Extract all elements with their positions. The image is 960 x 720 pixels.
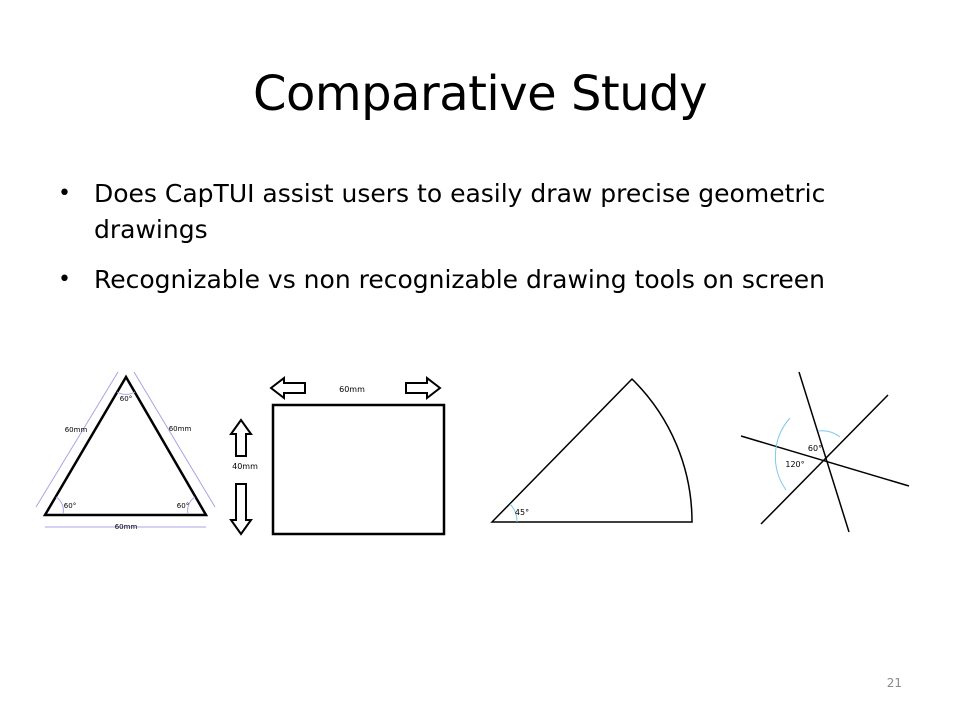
page-number: 21 [886, 676, 902, 690]
angle-arc [818, 431, 840, 437]
triangle-figure [36, 372, 215, 531]
lines-angle-large: 120° [785, 460, 805, 469]
arrow-left-icon [271, 378, 305, 398]
rectangle-height-label: 40mm [232, 462, 258, 471]
arrow-down-icon [231, 484, 251, 534]
bullet-text: Does CapTUI assist users to easily draw precise geometric drawings [94, 179, 826, 244]
rectangle-shape [273, 405, 444, 534]
triangle-side-left: 60mm [64, 426, 88, 434]
bullet-dot-icon: • [58, 181, 71, 206]
intersecting-lines-figure [741, 372, 909, 532]
angle-arc [775, 418, 790, 490]
line-segment [761, 395, 888, 524]
rectangle-width-label: 60mm [339, 385, 365, 394]
dimension-line [134, 372, 215, 507]
line-segment [799, 372, 849, 532]
triangle-side-right: 60mm [168, 425, 192, 433]
triangle-base: 60mm [114, 523, 138, 531]
arrow-right-icon [406, 378, 440, 398]
sector-shape [492, 379, 692, 522]
lines-angle-small: 60° [807, 444, 823, 453]
angle-arc [56, 497, 63, 514]
triangle-angle-right: 60° [176, 502, 190, 510]
arrow-up-icon [231, 420, 251, 456]
rectangle-figure [231, 378, 444, 534]
dimension-line [36, 372, 118, 507]
triangle-angle-left: 60° [63, 502, 77, 510]
sector-angle-label: 45° [514, 508, 530, 517]
slide-title: Comparative Study [252, 66, 708, 122]
bullet-text: Recognizable vs non recognizable drawing tools on screen [94, 265, 826, 294]
triangle-angle-top: 60° [119, 395, 133, 403]
sector-figure [492, 379, 692, 522]
line-segment [741, 436, 909, 486]
bullet-dot-icon: • [58, 267, 71, 292]
